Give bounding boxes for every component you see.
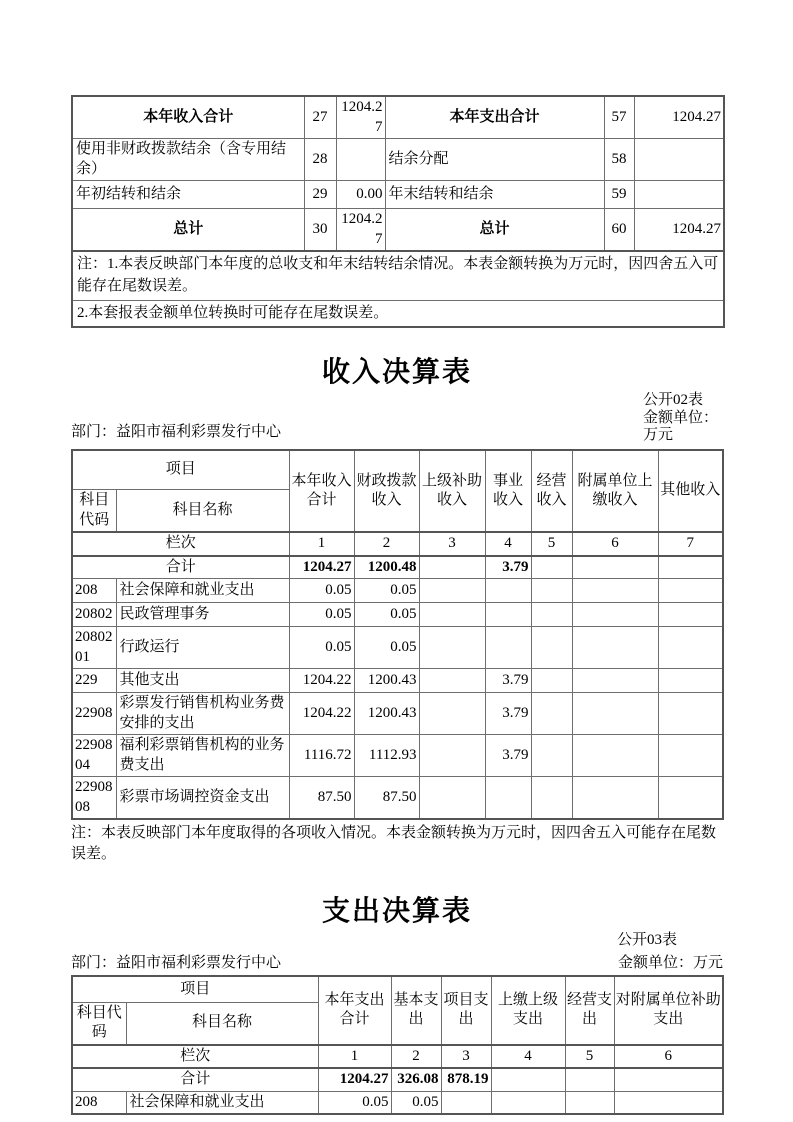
summary-row bbox=[72, 139, 724, 181]
value-cell bbox=[658, 603, 723, 627]
column-header: 其他收入 bbox=[658, 450, 723, 533]
summary-table bbox=[71, 95, 725, 328]
value-cell bbox=[419, 735, 485, 777]
department-label: 部门：益阳市福利彩票发行中心 bbox=[71, 423, 282, 440]
value-cell: 3.79 bbox=[485, 669, 531, 693]
unit-label: 金额单位：万元 bbox=[617, 955, 723, 972]
value-cell bbox=[658, 693, 723, 735]
value-cell: 1112.93 bbox=[354, 735, 419, 777]
total-cell bbox=[419, 556, 485, 579]
value-cell: 0.05 bbox=[354, 579, 419, 603]
value-cell bbox=[658, 735, 723, 777]
value-cell: 87.50 bbox=[354, 777, 419, 820]
lanci-label: 栏次 bbox=[72, 1045, 318, 1069]
subject-name-cell: 其他支出 bbox=[116, 669, 289, 693]
subject-name-cell: 彩票发行销售机构业务费安排的支出 bbox=[116, 693, 289, 735]
income-table-title: 收入决算表 bbox=[321, 357, 472, 389]
value-cell bbox=[485, 603, 531, 627]
income-data-row bbox=[72, 579, 723, 603]
summary-right-value bbox=[634, 181, 724, 209]
value-cell bbox=[572, 627, 658, 669]
value-cell bbox=[572, 669, 658, 693]
summary-right-value: 1204.27 bbox=[634, 209, 724, 252]
value-cell bbox=[531, 735, 572, 777]
total-cell: 1204.27 bbox=[289, 556, 354, 579]
value-cell: 1116.72 bbox=[289, 735, 354, 777]
value-cell bbox=[572, 693, 658, 735]
subject-code-cell: 208 bbox=[72, 1091, 126, 1114]
value-cell: 0.05 bbox=[289, 603, 354, 627]
income-public-table-info bbox=[643, 392, 723, 445]
column-header: 上缴上级支出 bbox=[491, 976, 565, 1045]
lanci-cell: 5 bbox=[565, 1045, 614, 1069]
item-header: 项目 bbox=[72, 450, 289, 490]
summary-right-lineno: 58 bbox=[604, 139, 634, 181]
total-cell bbox=[572, 556, 658, 579]
lanci-cell: 2 bbox=[391, 1045, 441, 1069]
total-cell bbox=[491, 1068, 565, 1091]
value-cell bbox=[572, 579, 658, 603]
value-cell: 3.79 bbox=[485, 735, 531, 777]
lanci-cell: 5 bbox=[531, 532, 572, 556]
summary-left-label: 使用非财政拨款结余（含专用结余） bbox=[72, 139, 304, 181]
subject-code-cell: 2080201 bbox=[72, 627, 116, 669]
value-cell: 1200.43 bbox=[354, 669, 419, 693]
value-cell bbox=[491, 1091, 565, 1114]
subject-code-cell: 229 bbox=[72, 669, 116, 693]
income-data-row bbox=[72, 735, 723, 777]
value-cell bbox=[441, 1091, 491, 1114]
summary-left-label: 总计 bbox=[72, 209, 304, 252]
lanci-cell: 3 bbox=[441, 1045, 491, 1069]
subject-name-cell: 福利彩票销售机构的业务费支出 bbox=[116, 735, 289, 777]
summary-right-value bbox=[634, 139, 724, 181]
value-cell: 87.50 bbox=[289, 777, 354, 820]
lanci-label: 栏次 bbox=[72, 532, 289, 556]
total-cell: 3.79 bbox=[485, 556, 531, 579]
column-header: 本年收入合计 bbox=[289, 450, 354, 533]
subject-code-cell: 2290808 bbox=[72, 777, 116, 820]
expense-total-row bbox=[72, 1068, 723, 1091]
value-cell bbox=[658, 627, 723, 669]
value-cell bbox=[531, 693, 572, 735]
value-cell: 1200.43 bbox=[354, 693, 419, 735]
item-header: 项目 bbox=[72, 976, 318, 1002]
subject-name-cell: 民政管理事务 bbox=[116, 603, 289, 627]
column-header: 基本支出 bbox=[391, 976, 441, 1045]
value-cell bbox=[419, 777, 485, 820]
summary-note-1: 注：1.本表反映部门本年度的总收支和年末结转结余情况。本表金额转换为万元时，因四舍五入可能存在尾数误差。 bbox=[72, 251, 724, 300]
income-data-row bbox=[72, 669, 723, 693]
unit-value: 万元 bbox=[643, 427, 674, 444]
subject-name-cell: 彩票市场调控资金支出 bbox=[116, 777, 289, 820]
subject-name-cell: 社会保障和就业支出 bbox=[116, 579, 289, 603]
income-header-row bbox=[72, 450, 723, 490]
lanci-cell: 2 bbox=[354, 532, 419, 556]
value-cell bbox=[531, 777, 572, 820]
value-cell: 0.05 bbox=[391, 1091, 441, 1114]
summary-note-2: 2.本套报表金额单位转换时可能存在尾数误差。 bbox=[72, 300, 724, 327]
expense-header-row bbox=[72, 976, 723, 1002]
value-cell bbox=[531, 579, 572, 603]
income-lanci-row bbox=[72, 532, 723, 556]
expense-data-row bbox=[72, 1091, 723, 1114]
value-cell: 0.05 bbox=[289, 579, 354, 603]
table-code-label: 公开03表 bbox=[617, 932, 678, 949]
summary-left-value: 1204.27 bbox=[336, 209, 385, 252]
total-cell: 1200.48 bbox=[354, 556, 419, 579]
value-cell bbox=[614, 1091, 723, 1114]
expense-table-caption-row bbox=[71, 951, 723, 972]
column-header: 上级补助收入 bbox=[419, 450, 485, 533]
value-cell: 0.05 bbox=[318, 1091, 391, 1114]
summary-left-value bbox=[336, 139, 385, 181]
total-cell: 878.19 bbox=[441, 1068, 491, 1091]
income-total-row bbox=[72, 556, 723, 579]
value-cell bbox=[419, 579, 485, 603]
column-header: 对附属单位补助支出 bbox=[614, 976, 723, 1045]
value-cell bbox=[531, 669, 572, 693]
value-cell bbox=[658, 579, 723, 603]
lanci-cell: 4 bbox=[491, 1045, 565, 1069]
value-cell bbox=[485, 627, 531, 669]
subject-name-cell: 行政运行 bbox=[116, 627, 289, 669]
income-data-row bbox=[72, 603, 723, 627]
lanci-cell: 4 bbox=[485, 532, 531, 556]
name-header: 科目名称 bbox=[126, 1002, 318, 1045]
summary-left-lineno: 27 bbox=[304, 96, 336, 139]
subject-code-cell: 208 bbox=[72, 579, 116, 603]
summary-left-lineno: 30 bbox=[304, 209, 336, 252]
total-cell bbox=[658, 556, 723, 579]
name-header: 科目名称 bbox=[116, 490, 289, 533]
code-header: 科目代码 bbox=[72, 1002, 126, 1045]
value-cell: 1204.22 bbox=[289, 669, 354, 693]
subject-code-cell: 2290804 bbox=[72, 735, 116, 777]
income-table bbox=[71, 449, 724, 821]
value-cell: 0.05 bbox=[354, 627, 419, 669]
income-table-caption-row bbox=[71, 392, 723, 445]
subject-name-cell: 社会保障和就业支出 bbox=[126, 1091, 318, 1114]
value-cell bbox=[419, 627, 485, 669]
summary-left-value: 0.00 bbox=[336, 181, 385, 209]
total-cell bbox=[531, 556, 572, 579]
summary-row bbox=[72, 181, 724, 209]
column-header: 财政拨款收入 bbox=[354, 450, 419, 533]
total-label: 合计 bbox=[72, 556, 289, 579]
summary-right-lineno: 60 bbox=[604, 209, 634, 252]
value-cell bbox=[572, 777, 658, 820]
value-cell bbox=[419, 669, 485, 693]
lanci-cell: 3 bbox=[419, 532, 485, 556]
expense-table bbox=[71, 975, 724, 1115]
department-label: 部门：益阳市福利彩票发行中心 bbox=[71, 955, 282, 972]
value-cell bbox=[572, 603, 658, 627]
value-cell: 0.05 bbox=[354, 603, 419, 627]
summary-right-lineno: 59 bbox=[604, 181, 634, 209]
income-data-row bbox=[72, 777, 723, 820]
column-header: 经营支出 bbox=[565, 976, 614, 1045]
value-cell bbox=[419, 603, 485, 627]
value-cell bbox=[531, 603, 572, 627]
value-cell: 1204.22 bbox=[289, 693, 354, 735]
subject-code-cell: 22908 bbox=[72, 693, 116, 735]
summary-right-lineno: 57 bbox=[604, 96, 634, 139]
summary-row bbox=[72, 209, 724, 252]
value-cell: 3.79 bbox=[485, 693, 531, 735]
expense-lanci-row bbox=[72, 1045, 723, 1069]
summary-note-row bbox=[72, 251, 724, 300]
total-label: 合计 bbox=[72, 1068, 318, 1091]
summary-right-label: 年末结转和结余 bbox=[385, 181, 604, 209]
subject-code-cell: 20802 bbox=[72, 603, 116, 627]
value-cell bbox=[572, 735, 658, 777]
column-header: 事业收入 bbox=[485, 450, 531, 533]
total-cell bbox=[565, 1068, 614, 1091]
expense-public-table-info bbox=[617, 932, 723, 950]
summary-row bbox=[72, 96, 724, 139]
value-cell bbox=[485, 579, 531, 603]
summary-right-label: 结余分配 bbox=[385, 139, 604, 181]
lanci-cell: 1 bbox=[289, 532, 354, 556]
column-header: 经营收入 bbox=[531, 450, 572, 533]
lanci-cell: 1 bbox=[318, 1045, 391, 1069]
summary-right-value: 1204.27 bbox=[634, 96, 724, 139]
unit-label: 金额单位： bbox=[643, 409, 719, 426]
total-cell bbox=[614, 1068, 723, 1091]
total-cell: 1204.27 bbox=[318, 1068, 391, 1091]
summary-note-row bbox=[72, 300, 724, 327]
summary-left-lineno: 29 bbox=[304, 181, 336, 209]
income-data-row bbox=[72, 627, 723, 669]
income-table-note: 注：本表反映部门本年度取得的各项收入情况。本表金额转换为万元时，因四舍五入可能存在尾数误差。 bbox=[71, 825, 717, 863]
value-cell: 0.05 bbox=[289, 627, 354, 669]
value-cell bbox=[485, 777, 531, 820]
column-header: 附属单位上缴收入 bbox=[572, 450, 658, 533]
column-header: 本年支出合计 bbox=[318, 976, 391, 1045]
summary-left-label: 年初结转和结余 bbox=[72, 181, 304, 209]
summary-left-lineno: 28 bbox=[304, 139, 336, 181]
expense-table-title: 支出决算表 bbox=[321, 895, 472, 927]
total-cell: 326.08 bbox=[391, 1068, 441, 1091]
lanci-cell: 7 bbox=[658, 532, 723, 556]
value-cell bbox=[658, 777, 723, 820]
summary-right-label: 本年支出合计 bbox=[385, 96, 604, 139]
summary-right-label: 总计 bbox=[385, 209, 604, 252]
value-cell bbox=[531, 627, 572, 669]
lanci-cell: 6 bbox=[572, 532, 658, 556]
table-code-label: 公开02表 bbox=[643, 391, 704, 408]
summary-left-value: 1204.27 bbox=[336, 96, 385, 139]
column-header: 项目支出 bbox=[441, 976, 491, 1045]
value-cell bbox=[658, 669, 723, 693]
value-cell bbox=[419, 693, 485, 735]
summary-left-label: 本年收入合计 bbox=[72, 96, 304, 139]
lanci-cell: 6 bbox=[614, 1045, 723, 1069]
value-cell bbox=[565, 1091, 614, 1114]
income-data-row bbox=[72, 693, 723, 735]
code-header: 科目代码 bbox=[72, 490, 116, 533]
